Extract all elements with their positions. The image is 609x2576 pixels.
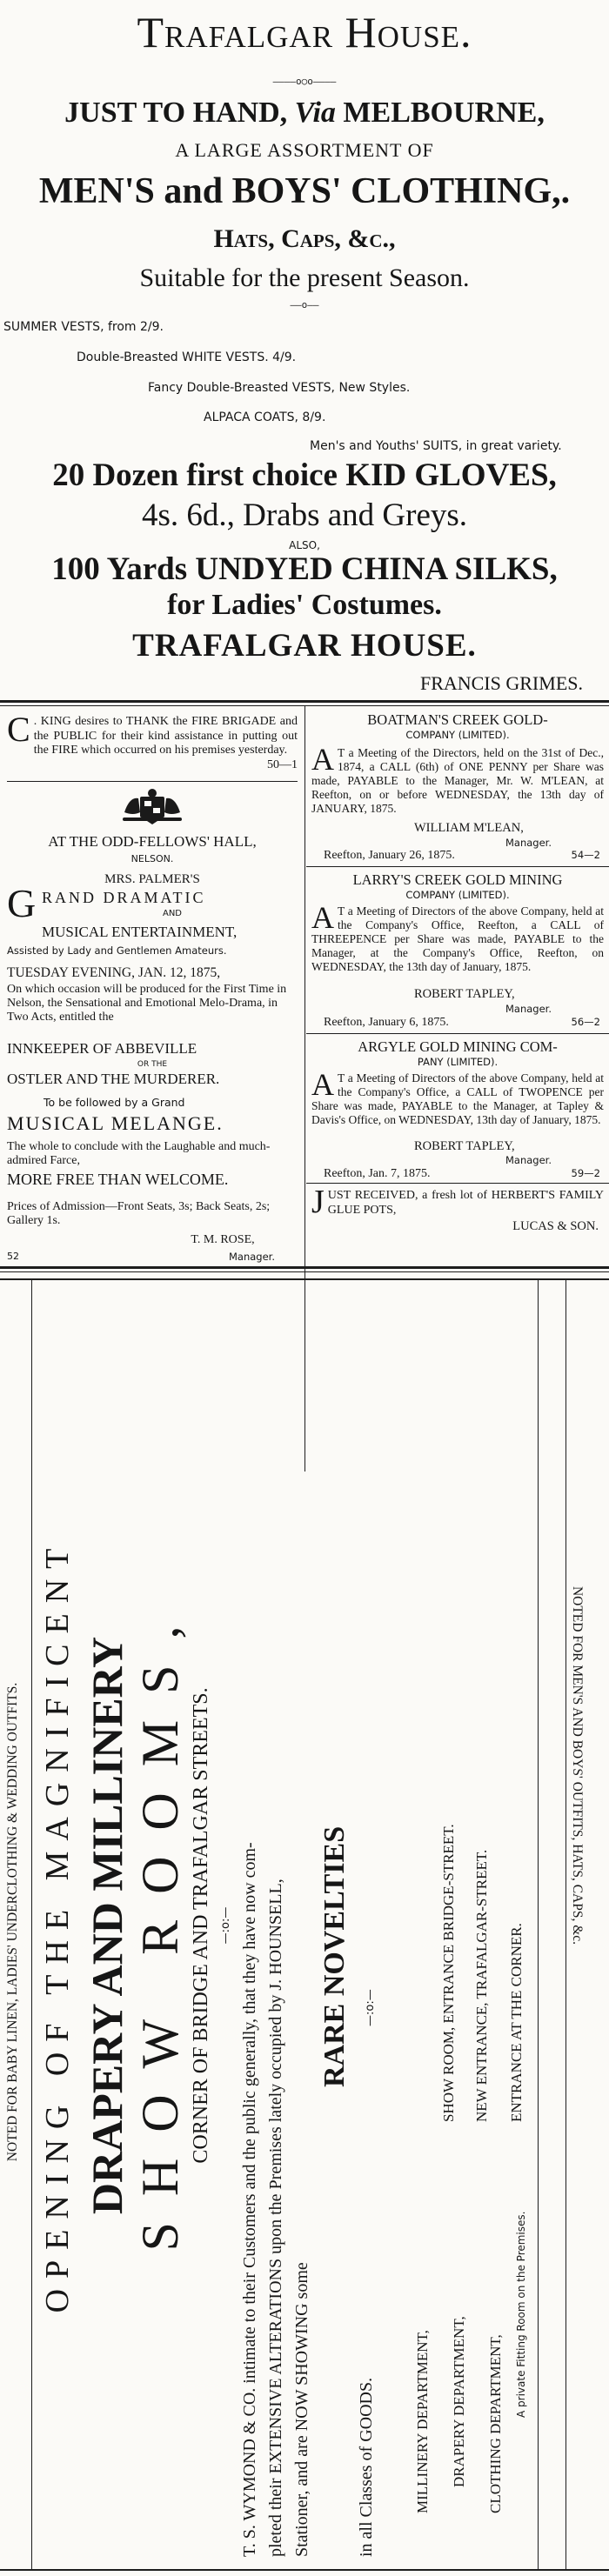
argyle-body (311, 1067, 604, 1127)
ornament-divider: —:o:— (219, 1906, 232, 1945)
notice-rule (306, 866, 609, 867)
boatmans-heading: BOATMAN'S CREEK GOLD- (367, 711, 548, 728)
manager-title: Manager. (228, 1251, 275, 1263)
boatmans-signer: WILLIAM M'LEAN, (414, 821, 524, 835)
musical-entertainment: MUSICAL ENTERTAINMENT, (42, 924, 238, 940)
argyle-company: PANY (LIMITED). (417, 1056, 499, 1068)
oddfellows-presenter: MRS. PALMER'S (104, 872, 200, 886)
performance-date: TUESDAY EVENING, JAN. 12, 1875, (7, 965, 221, 980)
king-ref: 50—1 (267, 757, 298, 771)
drapery-department: DRAPERY DEPARTMENT, (451, 2316, 467, 2487)
clothing-line: MEN'S and BOYS' CLOTHING,. (38, 171, 571, 211)
corner-streets-line: CORNER OF BRIDGE AND TRAFALGAR STREETS. (190, 1687, 212, 2164)
lucas-text: UST RECEIVED, a fresh lot of HERBERT'S FAMILY GLUE POTS, (327, 1189, 604, 1217)
goods-line: in all Classes of GOODS. (357, 2377, 376, 2557)
play-title-1: INNKEEPER OF ABBEVILLE (7, 1040, 197, 1057)
oddfellows-place: NELSON. (130, 853, 174, 864)
melbourne-text: MELBOURNE, (335, 97, 545, 129)
hats-line: Hats, Caps, &c., (213, 224, 396, 253)
larrys-signer: ROBERT TAPLEY, (414, 987, 515, 1001)
trafalgar-title: Trafalgar House. (137, 8, 472, 57)
millinery-location: SHOW ROOM, ENTRANCE BRIDGE-STREET. (440, 1824, 457, 2122)
fitting-room-note: A private Fitting Room on the Premises. (515, 2211, 527, 2418)
suits-line: Men's and Youths' SUITS, in great variety. (310, 439, 562, 453)
admission-prices: Prices of Admission—Front Seats, 3s; Back Seats, 2s; Gallery 1s. (7, 1200, 271, 1227)
coat-of-arms-icon (117, 786, 187, 826)
manager-name: T. M. ROSE, (191, 1233, 255, 1246)
followed-line: To be followed by a Grand (44, 1096, 185, 1109)
notice-rule (7, 781, 298, 782)
alpaca-line: ALPACA COATS, 8/9. (204, 410, 326, 424)
boatmans-text: T a Meeting of the Directors, held on the 31st of Dec., 1874, a CALL (6th) of ONE PENNY per Share was made, PAYABLE to the Manager, Mr. W. M'LEAN, at Reefton, on or before WEDNESDAY, the 13th day of JANUARY, 1875. (311, 746, 604, 815)
summer-vests-line: SUMMER VESTS, from 2/9. (3, 320, 164, 334)
mens-boys-side-note: NOTED FOR MEN'S AND BOYS' OUTFITS, HATS, CAPS, &c. (570, 1585, 585, 1945)
argyle-ref: 59—2 (571, 1167, 600, 1179)
argyle-signer-title: Manager. (505, 1154, 552, 1166)
larrys-text: T a Meeting of Directors of the above Company, held at the Company's Office, Reefton, a CALL of THREEPENCE per Share was made, PAYABLE to the Manager, at the Company's Office, Reefton, on WEDNESDAY, the 13th day of January, 1875. (311, 904, 604, 973)
section-rule (0, 1266, 609, 1269)
larrys-heading: LARRY'S CREEK GOLD MINING (352, 871, 563, 888)
intimation-line-3: Stationer, and are NOW SHOWING some (292, 2262, 311, 2557)
performance-description: On which occasion will be produced for the First Time in Nelson, the Sensational and Emotional Melo-Drama, in Two Acts, entitled the (7, 983, 287, 1024)
boatmans-body (311, 742, 604, 816)
or-the-line: OR THE (137, 1060, 168, 1069)
just-to-hand-line (0, 96, 609, 130)
season-line: Suitable for the present Season. (139, 264, 470, 292)
also-line: ALSO, (289, 539, 320, 551)
king-text: . KING desires to THANK the FIRE BRIGADE and the PUBLIC for their kind assistance in putting out the FIRE which occurred on his premises yesterday. (33, 715, 298, 757)
lucas-signer: LUCAS & SON. (512, 1219, 599, 1233)
argyle-text: T a Meeting of Directors of the above Company, held at the Company's Office, a CALL of TWOPENCE per Share was made, PAYABLE to the Manager, at Tapley & Davis's Office, on WEDNESDAY, 13th day of January, 1875. (311, 1071, 604, 1126)
border-rule (538, 1280, 539, 2569)
border-rule (0, 1278, 609, 1280)
conclude-line: The whole to conclude with the Laughable and much-admired Farce, (7, 1140, 271, 1167)
farce-title: MORE FREE THAN WELCOME. (7, 1171, 229, 1188)
boatmans-drop-cap: A (311, 742, 334, 777)
opening-headline: OPENING OF THE MAGNIFICENT (39, 1538, 76, 2313)
trafalgar-footer: TRAFALGAR HOUSE. (132, 628, 477, 664)
ornament-divider: —:o:— (364, 1989, 377, 2026)
boatmans-signer-title: Manager. (505, 837, 552, 849)
border-rule (0, 2569, 609, 2571)
king-notice (7, 710, 298, 772)
section-rule (0, 1271, 609, 1272)
intimation-line-1: T. S. WYMOND & CO. intimate to their Customers and the public generally, that they have now com- (240, 1842, 259, 2557)
clothing-location: ENTRANCE AT THE CORNER. (508, 1923, 525, 2122)
argyle-signer: ROBERT TAPLEY, (414, 1139, 515, 1153)
intimation-line-2: pleted their EXTENSIVE ALTERATIONS upon the Premises lately occupied by J. HOUNSELL, (266, 1879, 285, 2557)
via-text: Via (294, 97, 336, 129)
drapery-millinery-headline: DRAPERY AND MILLINERY (83, 1636, 131, 2215)
drapery-location: NEW ENTRANCE, TRAFALGAR-STREET. (473, 1849, 490, 2122)
larrys-company: COMPANY (LIMITED). (405, 889, 510, 901)
just-to-hand-text: JUST TO HAND, (64, 97, 295, 129)
larrys-body (311, 900, 604, 974)
silks-line: 100 Yards UNDYED CHINA SILKS, (51, 551, 558, 587)
and-line: AND (162, 909, 183, 918)
grand-drop-cap: G (7, 881, 37, 925)
show-rooms-headline: SHOW ROOMS, (131, 1599, 189, 2252)
assortment-line: A LARGE ASSORTMENT OF (175, 139, 434, 161)
larrys-drop-cap: A (311, 900, 334, 935)
fancy-vests-line: Fancy Double-Breasted VESTS, New Styles. (148, 381, 411, 395)
argyle-heading: ARGYLE GOLD MINING COM- (358, 1038, 558, 1055)
lucas-body (311, 1184, 604, 1220)
king-drop-cap: C (7, 710, 30, 749)
boatmans-ref: 54—2 (571, 849, 600, 861)
notice-rule (306, 1183, 609, 1184)
boatmans-date: Reefton, January 26, 1875. (324, 849, 455, 862)
notice-rule (306, 1033, 609, 1034)
proprietor-name: FRANCIS GRIMES. (419, 672, 583, 694)
baby-linen-side-note: NOTED FOR BABY LINEN, LADIES' UNDERCLOTHING & WEDDING OUTFITS. (5, 1682, 20, 2162)
boatmans-company: COMPANY (LIMITED). (405, 729, 510, 741)
larrys-ref: 56—2 (571, 1016, 600, 1028)
section-rule (0, 700, 609, 703)
lucas-drop-cap: J (311, 1184, 325, 1220)
ornament-divider: ————o○o———— (272, 76, 337, 87)
assisted-line: Assisted by Lady and Gentlemen Amateurs. (7, 944, 227, 957)
musical-melange: MUSICAL MELANGE. (7, 1112, 224, 1134)
border-rule (31, 1280, 32, 2569)
larrys-date: Reefton, January 6, 1875. (324, 1016, 449, 1029)
larrys-signer-title: Manager. (505, 1003, 552, 1015)
silks-for-line: for Ladies' Costumes. (167, 589, 442, 621)
millinery-department: MILLINERY DEPARTMENT, (414, 2330, 431, 2513)
oddfellows-heading: AT THE ODD-FELLOWS' HALL, (48, 833, 257, 850)
ornament-divider: ——o—— (290, 299, 319, 310)
argyle-drop-cap: A (311, 1067, 334, 1102)
clothing-department: CLOTHING DEPARTMENT, (487, 2334, 504, 2513)
double-vests-line: Double-Breasted WHITE VESTS. 4/9. (77, 350, 297, 364)
oddfellows-ref: 52 (7, 1251, 19, 1262)
grand-dramatic: RAND DRAMATIC (42, 889, 206, 906)
play-title-2: OSTLER AND THE MURDERER. (7, 1071, 220, 1087)
rare-novelties-headline: RARE NOVELTIES (318, 1825, 351, 2087)
argyle-date: Reefton, Jan. 7, 1875. (324, 1167, 431, 1180)
gloves-line: 20 Dozen first choice KID GLOVES, (52, 457, 557, 493)
gloves-price-line: 4s. 6d., Drabs and Greys. (141, 497, 468, 533)
